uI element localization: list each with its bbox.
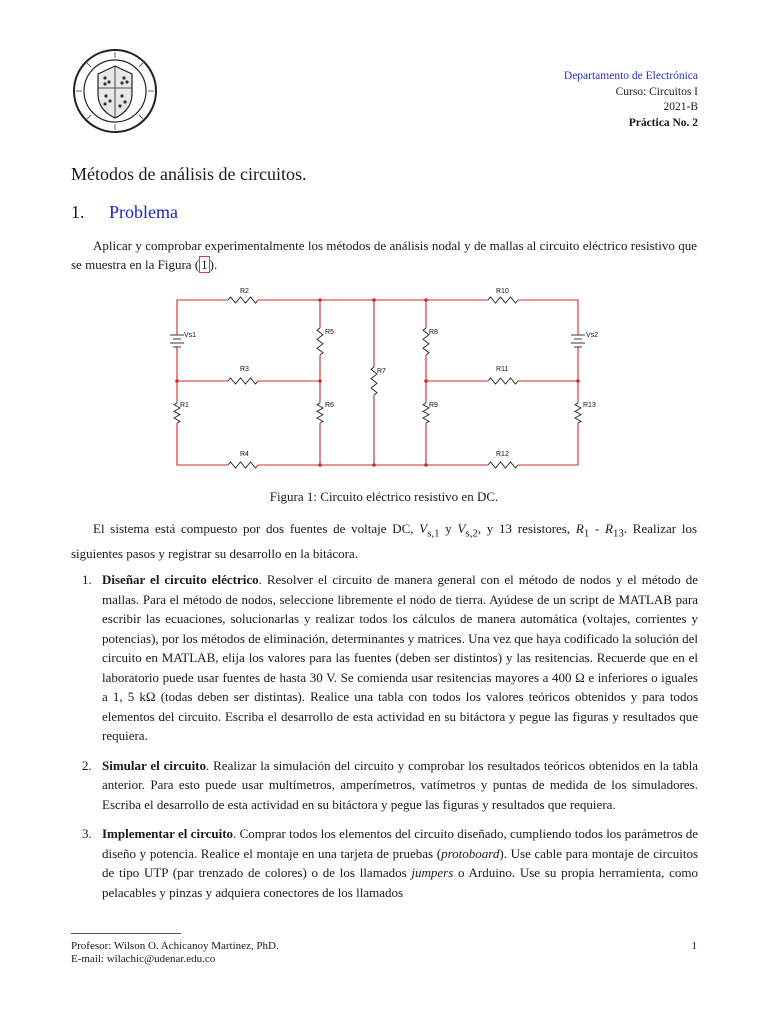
figure-caption: Figura 1: Circuito eléctrico resistivo en DC.	[269, 489, 499, 504]
resistor	[228, 297, 258, 303]
intro-paragraph: Aplicar y comprobar experimentalmente los métodos de análisis nodal y de mallas al circuito eléctrico resistivo que se muestra en la Figura ( 1 ).	[71, 238, 697, 272]
wire	[518, 300, 578, 335]
step-title: Simular el circuito	[102, 757, 207, 773]
figure-ref-link[interactable]: 1	[201, 257, 208, 272]
component-label: R12	[496, 451, 509, 458]
resistor	[317, 328, 323, 355]
node-dot	[318, 379, 322, 383]
course-label: Curso: Circuitos I	[615, 85, 698, 98]
node-dot	[424, 379, 428, 383]
circuit-labels	[180, 288, 598, 458]
node-dot	[424, 298, 428, 302]
component-label: R7	[377, 368, 386, 375]
list-item: 3. Implementar el circuito. Comprar todos los elementos del circuito diseñado, cumpliendo todos los parámetros de diseño y potencia. Realice el montaje en una tarjeta de pruebas (protoboard). Use cable para montaje de circuitos de tipo UTP (par trenzado de colores) o de los llamados jumpers o Arduino. Use su propia herramienta, como pelacables y pinzas y adquiera conectores de los llamados	[82, 826, 699, 900]
wire	[177, 423, 228, 465]
component-label: R2	[240, 288, 249, 295]
component-label: R10	[496, 288, 509, 295]
resistor	[488, 462, 518, 468]
node-dot	[372, 463, 376, 467]
component-label: R9	[429, 402, 438, 409]
footer-info	[71, 940, 279, 966]
professor-label: Profesor: Wilson O. Achicanoy Martínez, PhD.	[71, 940, 279, 952]
circuit-components	[170, 297, 585, 468]
steps-list	[84, 570, 698, 912]
resistor	[317, 403, 323, 423]
component-label: Vs1	[184, 332, 197, 339]
component-label: R4	[240, 451, 249, 458]
node-dot	[372, 298, 376, 302]
circuit-diagram	[170, 283, 599, 475]
department-link[interactable]: Departamento de Electrónica	[563, 70, 698, 82]
component-label: R3	[240, 366, 249, 373]
step-title: Implementar el circuito	[102, 826, 234, 841]
section-heading	[71, 202, 178, 223]
resistor	[488, 378, 518, 384]
node-dot	[576, 379, 580, 383]
university-seal	[72, 48, 158, 134]
component-label: R11	[496, 366, 509, 373]
wire	[177, 300, 228, 335]
resistor	[228, 462, 258, 468]
email-label: E-mail: wilachic@udenar.edu.co	[71, 953, 216, 965]
component-label: Vs2	[586, 332, 599, 339]
system-paragraph: El sistema está compuesto por dos fuentes de voltaje DC, $V_{s,1}$ y $V_{s,2}$, y 13 resistores, $R_1 - R_{13}$. Realizar los siguientes pasos y registrar su desarrollo en la bitácora.	[71, 521, 697, 561]
footer-rule	[71, 933, 181, 934]
resistor	[228, 378, 258, 384]
component-label: R13	[583, 402, 596, 409]
term-label: 2021-B	[663, 101, 698, 113]
list-item: 2. Simular el circuito. Realizar la simulación del circuito y comprobar los resultados teóricos obtenidos en la tabla anterior. Para esto puede usar multímetros, amperímetros, vatímetros y puntas de medida de los simuladores. Escriba el desarrollo de esta actividad en su bitáctora y pegue las figuras y resultados que requiera.	[82, 757, 698, 812]
node-dot	[175, 379, 179, 383]
circuit-wires	[175, 298, 580, 467]
document-title: Métodos de análisis de circuitos.	[71, 164, 307, 184]
component-label: R6	[325, 402, 334, 409]
component-label: R8	[429, 329, 438, 336]
node-dot	[424, 463, 428, 467]
section-number: 1.	[71, 202, 85, 222]
step-title: Diseñar el circuito eléctrico	[102, 572, 259, 587]
node-dot	[318, 298, 322, 302]
component-label: R1	[180, 402, 189, 409]
node-dot	[318, 463, 322, 467]
resistor	[488, 297, 518, 303]
resistor	[575, 403, 581, 423]
page-number: 1	[691, 940, 697, 952]
component-label: R5	[325, 329, 334, 336]
section-title-link[interactable]: Problema	[109, 202, 178, 222]
header-info	[564, 69, 698, 131]
wire	[518, 423, 578, 465]
list-item: 1. Diseñar el circuito eléctrico. Resolver el circuito de manera general con el método de nodos y el método de mallas. Para el método de nodos, seleccione libremente el nodo de tierra. Ayúdese de un script de MATLAB para escribir las ecuaciones, solucionarlas y realizar todos los cálculos de manera automática (voltajes, corrientes y potencias), por los métodos de eliminación, determinantes y matrices. Una vez que haya codificado la solución del circuito en MATLAB, elija los valores para las fuentes (deben ser distintos) y las resitencias. Recuerde que en el laboratorio puede usar fuentes de hasta 30 V. Se comienda usar resitencias mayores a 400 Ω e inferiores o iguales a 1, 5 kΩ (todas deben ser distintas). Realice una tabla con todos los valores teóricos obtenidos y para todos elementos del circuito. Escriba el desarrollo de esta actividad en su bitáctora y pegue las figuras y resultados que requiera.	[82, 572, 699, 743]
intro-text: Aplicar y comprobar experimentalmente los métodos de análisis nodal y de mallas al circuito eléctrico resistivo que se muestra en la Figura	[71, 238, 697, 272]
practice-label: Práctica No. 2	[628, 116, 698, 129]
